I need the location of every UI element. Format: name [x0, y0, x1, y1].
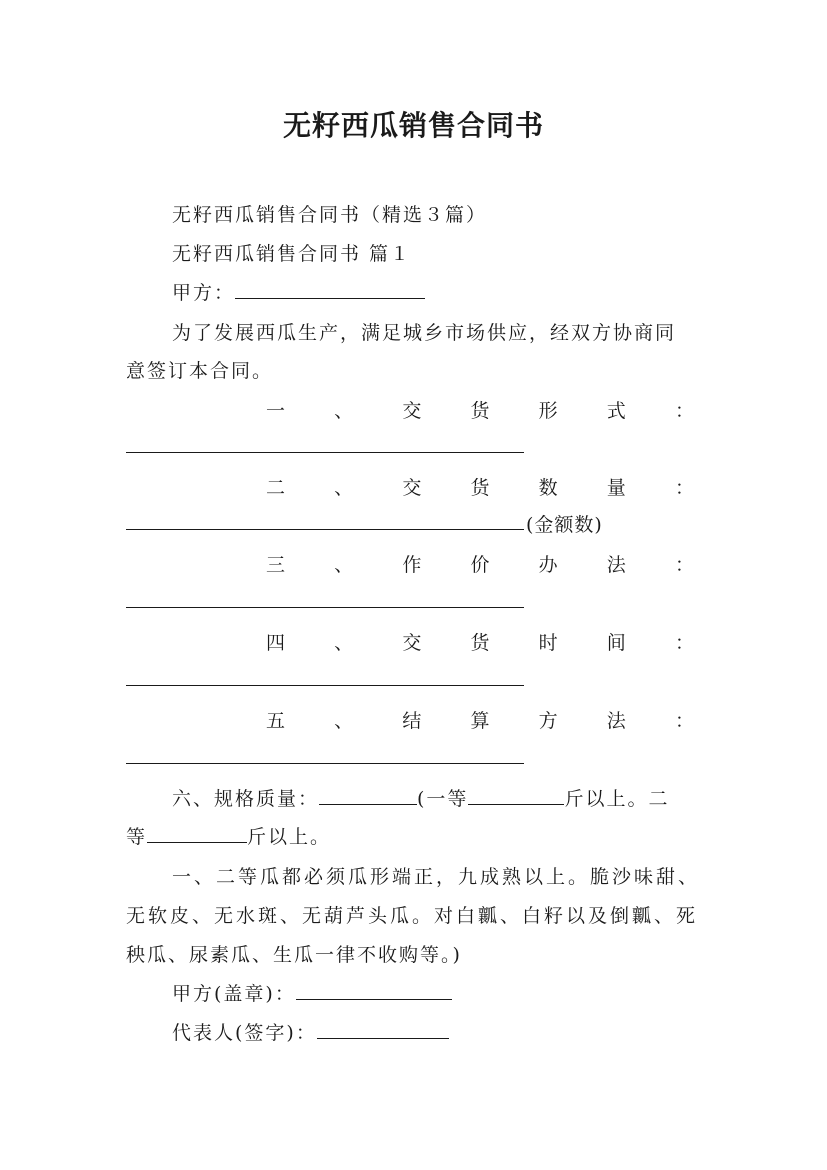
second-grade-suffix: 斤以上。	[247, 826, 332, 848]
clause-1-blank[interactable]	[126, 452, 524, 453]
clause-char: 时	[538, 632, 558, 654]
party-a-label: 甲方：	[172, 282, 236, 304]
party-a-blank[interactable]	[235, 278, 425, 299]
clause-char: 交	[402, 400, 422, 422]
clause-2-blank[interactable]	[126, 529, 524, 530]
clause-4-blank[interactable]	[126, 685, 524, 686]
clause-char: 、	[334, 632, 354, 654]
first-grade-suffix: 斤以上。二	[564, 788, 670, 810]
clause-char: 二	[266, 477, 286, 499]
clause-char: ：	[674, 710, 694, 732]
quality-label: 六、规格质量：	[172, 788, 320, 810]
clause-char: 式	[606, 400, 626, 422]
clause-char: 数	[538, 477, 558, 499]
clause-char: 、	[334, 400, 354, 422]
clause-5-blank[interactable]	[126, 763, 524, 764]
clause-char: 法	[606, 554, 626, 576]
clause-char: 办	[538, 554, 558, 576]
second-grade-blank[interactable]	[147, 822, 247, 843]
clause-char: 货	[470, 400, 490, 422]
clause-3-blank[interactable]	[126, 607, 524, 608]
seal-line	[172, 979, 452, 1006]
clause-char: 货	[470, 477, 490, 499]
party-a-line	[172, 278, 425, 305]
quality-line-1	[172, 784, 669, 811]
first-grade-blank[interactable]	[468, 784, 564, 805]
clause-2	[126, 473, 694, 497]
requirements-line-3: 秧瓜、尿素瓜、生瓜一律不收购等。)	[126, 944, 462, 966]
clause-char: 算	[470, 710, 490, 732]
clause-char: 交	[402, 477, 422, 499]
clause-4	[126, 628, 694, 652]
requirements-line-2: 无软皮、无水斑、无葫芦头瓜。对白瓤、白籽以及倒瓤、死	[126, 905, 699, 927]
clause-char: 交	[402, 632, 422, 654]
quality-line-2	[126, 822, 331, 849]
clause-3	[126, 550, 694, 574]
clause-char: 五	[266, 710, 286, 732]
clause-char: 货	[470, 632, 490, 654]
clause-char: ：	[674, 477, 694, 499]
clause-char: 方	[538, 710, 558, 732]
clause-char: 四	[266, 632, 286, 654]
clause-char: 间	[606, 632, 626, 654]
intro-line-1: 为了发展西瓜生产，满足城乡市场供应，经双方协商同	[172, 322, 677, 344]
clause-char: ：	[674, 400, 694, 422]
clause-char: 价	[470, 554, 490, 576]
clause-char: 形	[538, 400, 558, 422]
clause-char: ：	[674, 632, 694, 654]
clause-char: 、	[334, 477, 354, 499]
second-grade-prefix: 等	[126, 826, 148, 848]
clause-char: 三	[266, 554, 286, 576]
clause-char: 作	[402, 554, 422, 576]
seal-label: 甲方(盖章)：	[172, 983, 296, 1005]
signature-line	[172, 1018, 449, 1045]
signature-blank[interactable]	[317, 1018, 449, 1039]
signature-label: 代表人(签字)：	[172, 1022, 317, 1044]
clause-char: 法	[606, 710, 626, 732]
clause-char: 结	[402, 710, 422, 732]
clause-char: 、	[334, 554, 354, 576]
clause-char: 一	[266, 400, 286, 422]
clause-char: 、	[334, 710, 354, 732]
document-subtitle: 无籽西瓜销售合同书（精选３篇）	[172, 204, 488, 226]
clause-char: ：	[674, 554, 694, 576]
requirements-line-1: 一、二等瓜都必须瓜形端正，九成熟以上。脆沙味甜、	[172, 866, 701, 888]
seal-blank[interactable]	[296, 979, 452, 1000]
clause-5	[126, 706, 694, 730]
part-heading: 无籽西瓜销售合同书 篇１	[172, 243, 412, 265]
first-grade-prefix: (一等	[417, 788, 469, 810]
quality-blank[interactable]	[319, 784, 417, 805]
clause-2-suffix: (金额数)	[526, 514, 603, 536]
clause-1	[126, 396, 694, 420]
intro-line-2: 意签订本合同。	[126, 360, 274, 382]
clause-char: 量	[606, 477, 626, 499]
document-title: 无籽西瓜销售合同书	[282, 109, 544, 142]
